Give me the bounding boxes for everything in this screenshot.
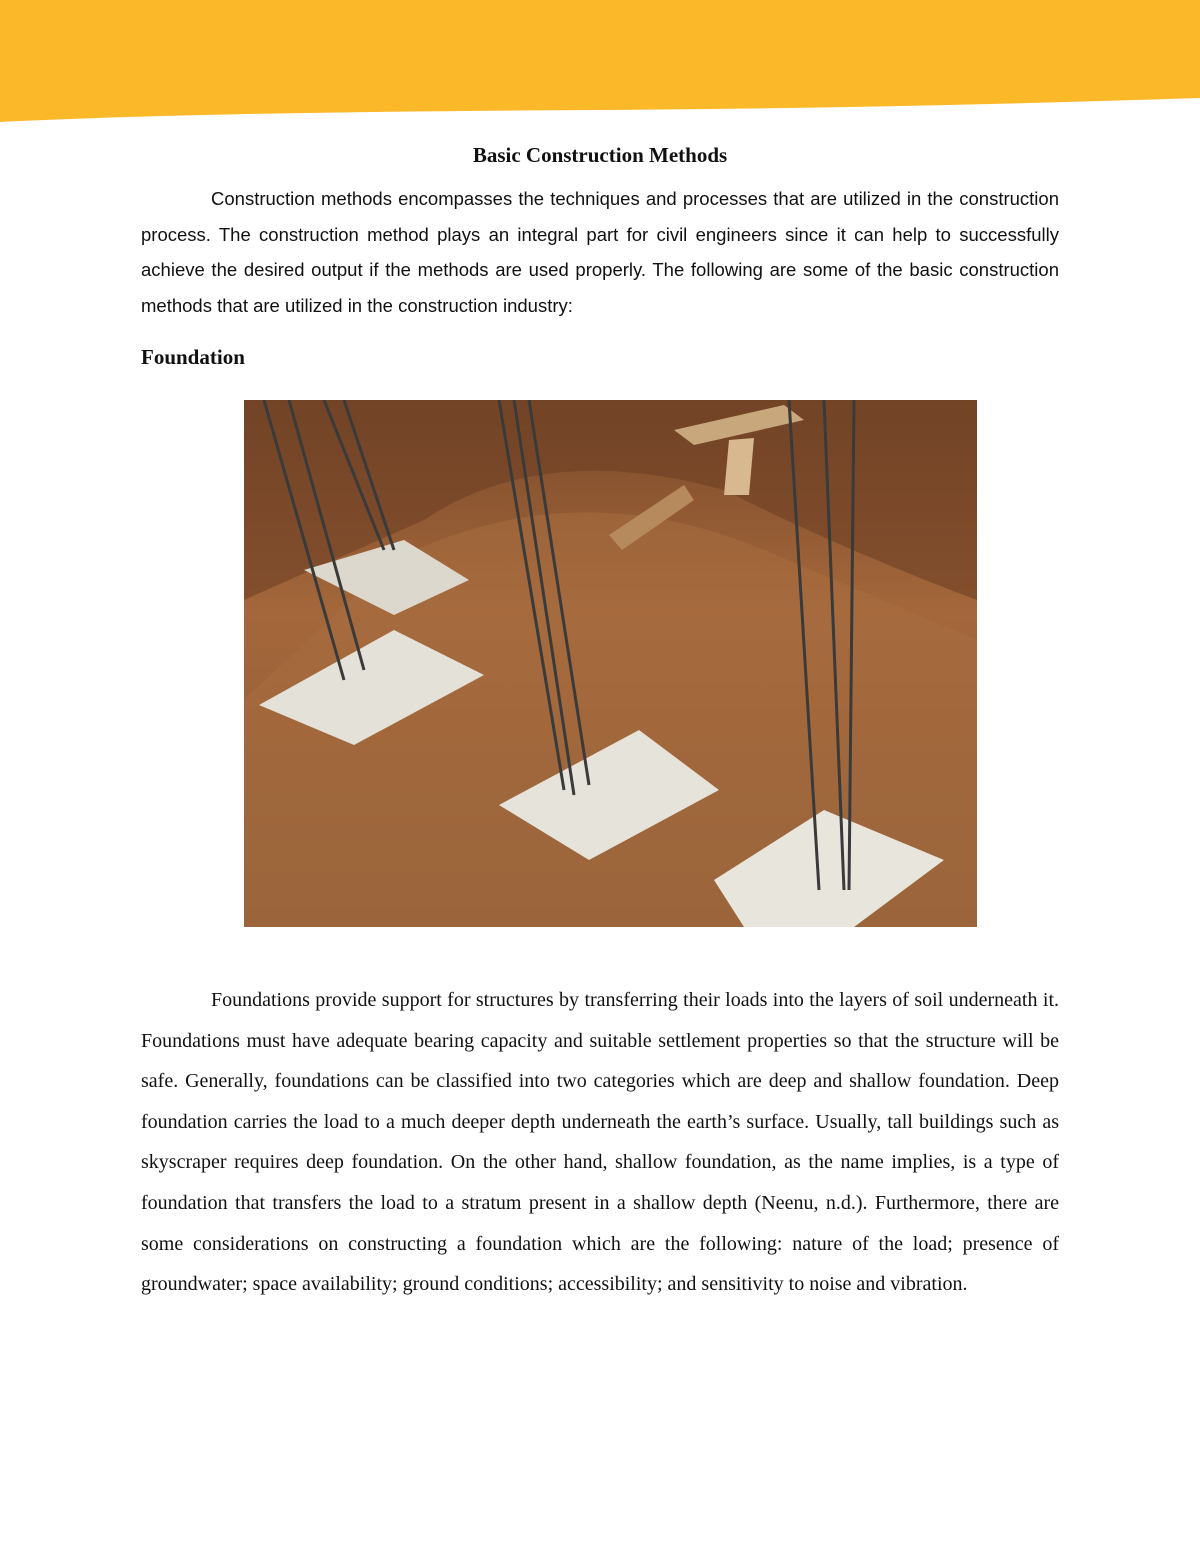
foundation-photo — [244, 400, 977, 927]
page-title: Basic Construction Methods — [472, 143, 728, 167]
timber-plank-2 — [724, 438, 754, 495]
banner-wave — [0, 0, 1200, 122]
intro-paragraph: Construction methods encompasses the techniques and processes that are utilized in the construction process. The construction method plays an integral part for civil engineers since it can help to successfully achieve the desired output if the methods are used properly. The following are some of the basic construction methods that are utilized in the construction industry: — [141, 188, 1059, 316]
section-heading-foundation: Foundation — [141, 345, 245, 369]
header-banner — [0, 0, 1200, 130]
foundation-paragraph: Foundations provide support for structures by transferring their loads into the layers of soil underneath it. Foundations must have adequate bearing capacity and suitable settlement properties so that the structure will be safe. Generally, foundations can be classified into two categories which are deep and shallow foundation. Deep foundation carries the load to a much deeper depth underneath the earth’s surface. Usually, tall buildings such as skyscraper requires deep foundation. On the other hand, shallow foundation, as the name implies, is a type of foundation that transfers the load to a stratum present in a shallow depth (Neenu, n.d.). Furthermore, there are some considerations on constructing a foundation which are the following: nature of the load; presence of groundwater; space availability; ground conditions; accessibility; and sensitivity to noise and vibration. — [141, 989, 1059, 1296]
